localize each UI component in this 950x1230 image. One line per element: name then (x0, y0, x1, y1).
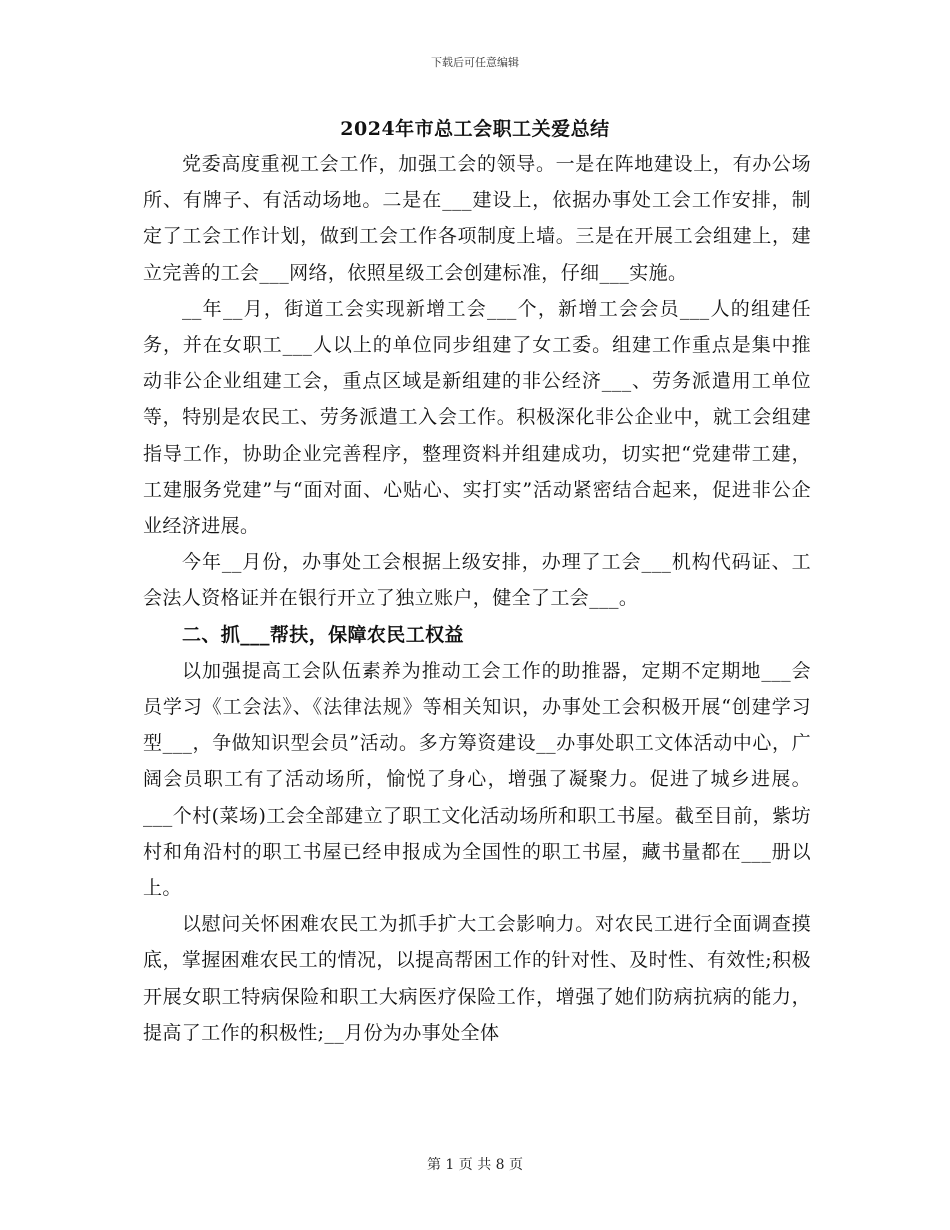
page-header-note: 下载后可任意编辑 (431, 56, 519, 69)
paragraph-member-learning: 以加强提高工会队伍素养为推动工会工作的助推器，定期不定期地___会员学习《工会法》、《法律法规》等相关知识，办事处工会积极开展“创建学习型___，争做知识型会员”活动。多方筹资建设__办事处职工文体活动中心，广阔会员职工有了活动场所，愉悦了身心，增强了凝聚力。促进了城乡进展。___个村(菜场)工会全部建立了职工文化活动场所和职工书屋。截至目前，紫坊村和角沿村的职工书屋已经申报成为全国性的职工书屋，藏书量都在___册以上。 (143, 659, 811, 900)
document-title: 2024年市总工会职工关爱总结 (340, 118, 610, 140)
paragraph-union-formation: __年__月，街道工会实现新增工会___个，新增工会会员___人的组建任务，并在女职工___人以上的单位同步组建了女工委。组建工作重点是集中推动非公企业组建工会，重点区域是新组建的非公经济___、劳务派遣用工单位等，特别是农民工、劳务派遣工入会工作。积极深化非公企业中，就工会组建指导工作，协助企业完善程序，整理资料并组建成功，切实把“党建带工建，工建服务党建”与“面对面、心贴心、实打实”活动紧密结合起来，促进非公企业经济进展。 (143, 297, 811, 538)
paragraph-union-registration: 今年__月份，办事处工会根据上级安排，办理了工会___机构代码证、工会法人资格证并在银行开立了独立账户，健全了工会___。 (143, 551, 811, 610)
paragraph-party-leadership: 党委高度重视工会工作，加强工会的领导。一是在阵地建设上，有办公场所、有牌子、有活动场地。二是在___建设上，依据办事处工会工作安排，制定了工会工作计划，做到工会工作各项制度上墙。三是在开展工会组建上，建立完善的工会___网络，依照星级工会创建标准，仔细___实施。 (143, 153, 811, 284)
paragraph-worker-care: 以慰问关怀困难农民工为抓手扩大工会影响力。对农民工进行全面调查摸底，掌握困难农民工的情况，以提高帮困工作的针对性、及时性、有效性;积极开展女职工特病保险和职工大病医疗保险工作，增强了她们防病抗病的能力，提高了工作的积极性;__月份为办事处全体 (143, 913, 811, 1044)
document-body (143, 146, 811, 1051)
section-heading-protect-workers: 二、抓___帮扶，保障农民工权益 (182, 623, 464, 646)
page-number-footer: 第 1 页 共 8 页 (426, 1157, 524, 1173)
